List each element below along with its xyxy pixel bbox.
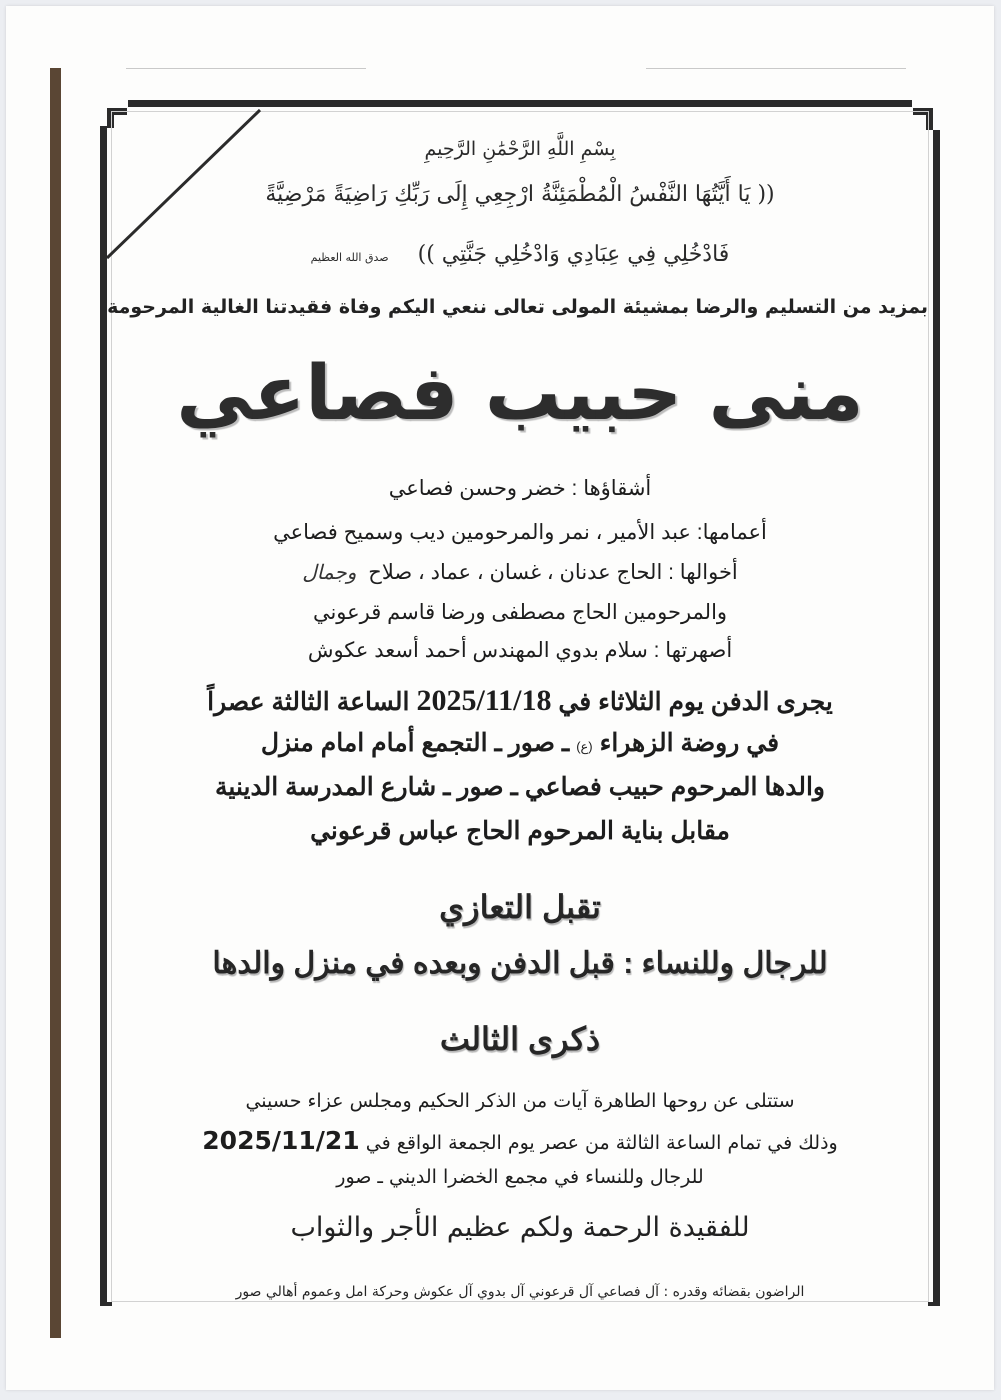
quran-verse-text: فَادْخُلِي فِي عِبَادِي وَادْخُلِي جَنَّتِي )) <box>417 242 730 267</box>
basmala: بِسْمِ اللَّهِ الرَّحْمَٰنِ الرَّحِيمِ <box>424 138 616 160</box>
handwritten-addition: وجمال <box>302 560 357 584</box>
family-paternal-uncles: أعمامها: عبد الأمير ، نمر والمرحومين ديب وسميح فصاعي <box>273 521 767 544</box>
quran-verse-line-2 <box>112 242 928 267</box>
third-day-heading: ذكرى الثالث <box>439 1021 601 1057</box>
frame-bottom-left-foot <box>100 1302 112 1306</box>
burial-cemetery: في روضة الزهراء <box>599 729 780 757</box>
third-day-line-1: ستتلى عن روحها الطاهرة آيات من الذكر الحكيم ومجلس عزاء حسيني <box>245 1090 795 1112</box>
frame-left-edge <box>100 126 107 1306</box>
quran-verse-line-1: (( يَا أَيَّتُهَا النَّفْسُ الْمُطْمَئِنَّةُ ارْجِعِي إِلَى رَبِّكِ رَاضِيَةً مَرْضِيَّةً <box>265 182 775 207</box>
verse-attribution: صدق الله العظيم <box>310 251 389 264</box>
mourners-list: الراضون بقضائه وقدره : آل فصاعي آل قرعوني آل بدوي آل عكوش وحركة امل وعموم أهالي صور <box>235 1284 805 1300</box>
top-rule-right <box>646 68 906 69</box>
burial-date: 2025/11/18 <box>416 684 552 717</box>
condolences-heading: تقبل التعازي <box>439 889 601 925</box>
burial-line-2 <box>112 728 928 758</box>
third-day-location: للرجال وللنساء في مجمع الخضرا الديني ـ صور <box>336 1166 704 1188</box>
page-edge-strip <box>50 68 61 1338</box>
burial-time: الساعة الثالثة عصراً <box>207 688 410 716</box>
deceased-name: منى حبيب فصاعي <box>176 348 864 437</box>
frame-right-edge <box>933 130 940 1306</box>
burial-day: يجرى الدفن يوم الثلاثاء في <box>558 688 833 716</box>
burial-line-3: والدها المرحوم حبيب فصاعي ـ صور ـ شارع المدرسة الدينية <box>215 773 825 801</box>
condolences-details: للرجال وللنساء : قبل الدفن وبعده في منزل والدها <box>212 947 828 980</box>
top-rule-left <box>126 68 366 69</box>
frame-bottom-right-foot <box>928 1302 940 1306</box>
family-maternal-uncles <box>112 560 928 585</box>
family-maternal-uncles-deceased: والمرحومين الحاج مصطفى ورضا قاسم قرعوني <box>312 601 728 624</box>
gathering-place: ـ صور ـ التجمع أمام امام منزل <box>260 729 570 757</box>
family-in-laws: أصهرتها : سلام بدوي المهندس أحمد أسعد عكوش <box>307 639 733 662</box>
announcement-intro: بمزيد من التسليم والرضا بمشيئة المولى تعالى ننعي اليكم وفاة فقيدتنا الغالية المرحومة <box>107 296 928 318</box>
family-siblings: أشقاؤها : خضر وحسن فصاعي <box>388 477 652 500</box>
honorific: (ع) <box>576 739 593 754</box>
third-day-date: 2025/11/21 <box>202 1126 360 1155</box>
burial-line-4: مقابل بناية المرحوم الحاج عباس قرعوني <box>310 817 730 845</box>
third-day-line-2 <box>112 1126 928 1155</box>
closing-prayer: للفقيدة الرحمة ولكم عظيم الأجر والثواب <box>290 1212 750 1243</box>
burial-line-1 <box>112 684 928 718</box>
maternal-uncles-text: أخوالها : الحاج عدنان ، غسان ، عماد ، صلاح <box>368 561 738 584</box>
third-day-time: وذلك في تمام الساعة الثالثة من عصر يوم الجمعة الواقع في <box>365 1132 838 1154</box>
